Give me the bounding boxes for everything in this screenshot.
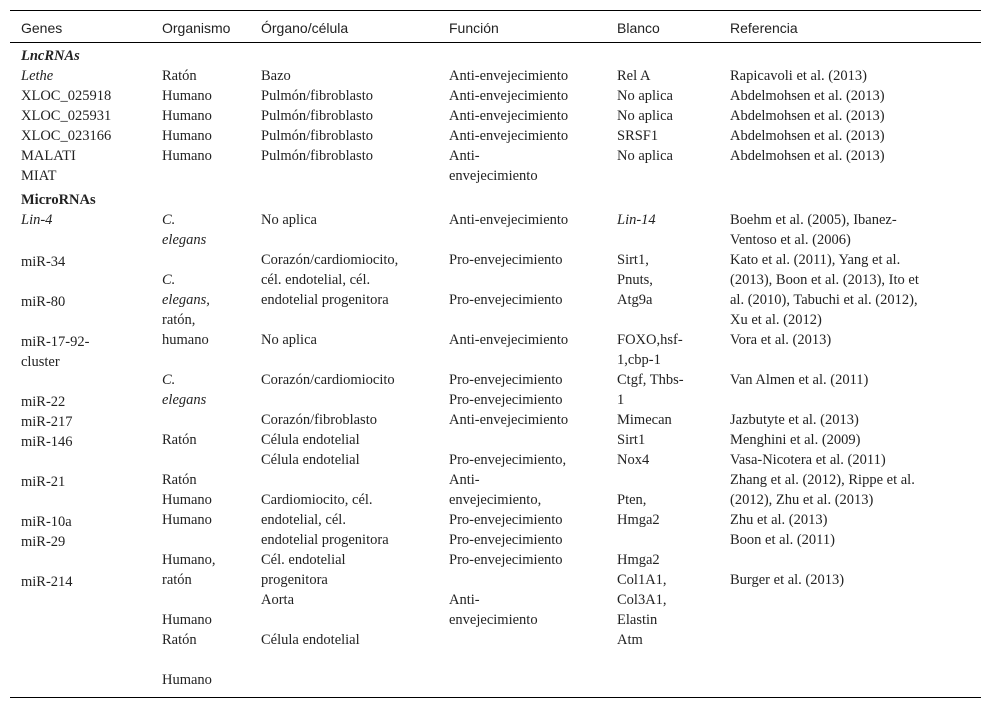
organism-cell: elegans <box>162 232 207 248</box>
target-cell: 1 <box>617 392 625 408</box>
reference-cell: Kato et al. (2011), Yang et al. <box>730 252 901 268</box>
header-function: Función <box>449 20 499 36</box>
function-cell: Pro-envejecimiento, <box>449 452 567 468</box>
reference-cell: Abdelmohsen et al. (2013) <box>730 108 885 124</box>
target-cell: Hmga2 <box>617 552 660 568</box>
function-cell: envejecimiento, <box>449 492 542 508</box>
target-cell: FOXO,hsf- <box>617 332 683 348</box>
gene-cell: miR-34 <box>21 254 66 270</box>
reference-cell: Boehm et al. (2005), Ibanez- <box>730 212 897 228</box>
organ-cell: Célula endotelial <box>261 432 360 448</box>
reference-cell: Boon et al. (2011) <box>730 532 835 548</box>
organ-cell: No aplica <box>261 212 317 228</box>
organism-cell: Humano <box>162 612 212 628</box>
header-genes: Genes <box>21 20 63 36</box>
target-cell: Sirt1, <box>617 252 649 268</box>
gene-cell: miR-17-92- <box>21 334 90 350</box>
target-cell: Hmga2 <box>617 512 660 528</box>
organism-cell: Humano <box>162 148 212 164</box>
target-cell: Col1A1, <box>617 572 667 588</box>
organ-cell: Pulmón/fibroblasto <box>261 148 373 164</box>
target-cell: Elastin <box>617 612 658 628</box>
organ-cell: endotelial progenitora <box>261 532 389 548</box>
target-cell: Nox4 <box>617 452 650 468</box>
function-cell: Pro-envejecimiento <box>449 552 563 568</box>
target-cell: Ctgf, Thbs- <box>617 372 684 388</box>
function-cell: Pro-envejecimiento <box>449 392 563 408</box>
target-cell: Atg9a <box>617 292 653 308</box>
gene-cell: miR-10a <box>21 514 72 530</box>
header-organ: Órgano/célula <box>261 20 349 36</box>
gene-cell: miR-21 <box>21 474 66 490</box>
reference-cell: Zhang et al. (2012), Rippe et al. <box>730 472 915 488</box>
target-cell: Rel A <box>617 68 651 84</box>
organism-cell: Humano <box>162 672 212 688</box>
gene-cell: XLOC_025918 <box>21 88 112 104</box>
gene-cell: Lethe <box>21 68 54 84</box>
reference-cell: (2013), Boon et al. (2013), Ito et <box>730 272 919 288</box>
gene-cell: XLOC_023166 <box>21 128 112 144</box>
function-cell: Anti-envejecimiento <box>449 108 569 124</box>
reference-cell: Abdelmohsen et al. (2013) <box>730 148 885 164</box>
gene-cell: miR-22 <box>21 394 66 410</box>
reference-cell: al. (2010), Tabuchi et al. (2012), <box>730 292 918 308</box>
function-cell: Anti-envejecimiento <box>449 68 569 84</box>
function-cell: Pro-envejecimiento <box>449 512 563 528</box>
gene-cell: XLOC_025931 <box>21 108 112 124</box>
organism-cell: ratón <box>162 572 192 588</box>
organ-cell: Cardiomiocito, cél. <box>261 492 373 508</box>
organism-cell: Humano <box>162 108 212 124</box>
function-cell: Pro-envejecimiento <box>449 252 563 268</box>
organism-cell: elegans, <box>162 292 210 308</box>
organism-cell: Ratón <box>162 432 197 448</box>
organism-cell: C. <box>162 212 176 228</box>
function-cell: envejecimiento <box>449 168 538 184</box>
section-micrornas: MicroRNAs <box>21 192 96 208</box>
organism-cell: ratón, <box>162 312 196 328</box>
organism-cell: Ratón <box>162 68 197 84</box>
reference-cell: Vasa-Nicotera et al. (2011) <box>730 452 886 468</box>
organism-cell: C. <box>162 372 176 388</box>
organ-cell: Pulmón/fibroblasto <box>261 128 373 144</box>
function-cell: Anti- <box>449 592 480 608</box>
organism-cell: Humano <box>162 128 212 144</box>
organ-cell: Célula endotelial <box>261 452 360 468</box>
reference-cell: Vora et al. (2013) <box>730 332 832 348</box>
organism-cell: elegans <box>162 392 207 408</box>
target-cell: Pten, <box>617 492 647 508</box>
gene-cell: miR-217 <box>21 414 73 430</box>
gene-cell: cluster <box>21 354 60 370</box>
section-lncrnas: LncRNAs <box>21 48 80 64</box>
gene-cell: miR-80 <box>21 294 66 310</box>
function-cell: Pro-envejecimiento <box>449 372 563 388</box>
target-cell: No aplica <box>617 148 673 164</box>
reference-cell: Rapicavoli et al. (2013) <box>730 68 867 84</box>
organ-cell: endotelial, cél. <box>261 512 346 528</box>
organism-cell: Ratón <box>162 472 197 488</box>
reference-cell: Xu et al. (2012) <box>730 312 822 328</box>
reference-cell: Abdelmohsen et al. (2013) <box>730 128 885 144</box>
organ-cell: progenitora <box>261 572 328 588</box>
function-cell: Anti-envejecimiento <box>449 88 569 104</box>
organism-cell: Humano <box>162 512 212 528</box>
reference-cell: Van Almen et al. (2011) <box>730 372 869 388</box>
organism-cell: humano <box>162 332 209 348</box>
function-cell: Anti-envejecimiento <box>449 332 569 348</box>
organ-cell: Célula endotelial <box>261 632 360 648</box>
function-cell: Anti-envejecimiento <box>449 128 569 144</box>
organ-cell: No aplica <box>261 332 317 348</box>
function-cell: Pro-envejecimiento <box>449 292 563 308</box>
function-cell: Anti- <box>449 472 480 488</box>
function-cell: Anti-envejecimiento <box>449 412 569 428</box>
reference-cell: Abdelmohsen et al. (2013) <box>730 88 885 104</box>
organism-cell: Humano <box>162 88 212 104</box>
gene-cell: Lin-4 <box>21 212 53 228</box>
gene-cell: MALATI <box>21 148 76 164</box>
target-cell: Atm <box>617 632 643 648</box>
reference-cell: (2012), Zhu et al. (2013) <box>730 492 874 508</box>
target-cell: SRSF1 <box>617 128 659 144</box>
gene-cell: miR-29 <box>21 534 66 550</box>
organism-cell: Ratón <box>162 632 197 648</box>
reference-cell: Jazbutyte et al. (2013) <box>730 412 859 428</box>
function-cell: Pro-envejecimiento <box>449 532 563 548</box>
target-cell: Sirt1 <box>617 432 646 448</box>
gene-cell: MIAT <box>21 168 57 184</box>
organ-cell: Pulmón/fibroblasto <box>261 108 373 124</box>
organism-cell: Humano, <box>162 552 216 568</box>
target-cell: Col3A1, <box>617 592 667 608</box>
target-cell: No aplica <box>617 108 673 124</box>
header-organism: Organismo <box>162 20 231 36</box>
target-cell: Pnuts, <box>617 272 653 288</box>
organ-cell: Corazón/cardiomiocito, <box>261 252 399 268</box>
organ-cell: Cél. endotelial <box>261 552 346 568</box>
organ-cell: Pulmón/fibroblasto <box>261 88 373 104</box>
target-cell: Mimecan <box>617 412 672 428</box>
reference-cell: Ventoso et al. (2006) <box>730 232 851 248</box>
organ-cell: Corazón/fibroblasto <box>261 412 377 428</box>
target-cell: Lin-14 <box>617 212 656 228</box>
target-cell: No aplica <box>617 88 673 104</box>
gene-cell: miR-146 <box>21 434 73 450</box>
organ-cell: Aorta <box>261 592 295 608</box>
organism-cell: Humano <box>162 492 212 508</box>
header-divider <box>10 42 981 43</box>
header-reference: Referencia <box>730 20 798 36</box>
organ-cell: Corazón/cardiomiocito <box>261 372 395 388</box>
function-cell: Anti- <box>449 148 480 164</box>
reference-cell: Burger et al. (2013) <box>730 572 845 588</box>
reference-cell: Menghini et al. (2009) <box>730 432 861 448</box>
organ-cell: endotelial progenitora <box>261 292 389 308</box>
reference-cell: Zhu et al. (2013) <box>730 512 828 528</box>
gene-cell: miR-214 <box>21 574 73 590</box>
function-cell: Anti-envejecimiento <box>449 212 569 228</box>
target-cell: 1,cbp-1 <box>617 352 661 368</box>
function-cell: envejecimiento <box>449 612 538 628</box>
organ-cell: cél. endotelial, cél. <box>261 272 371 288</box>
organ-cell: Bazo <box>261 68 291 84</box>
header-target: Blanco <box>617 20 660 36</box>
organism-cell: C. <box>162 272 176 288</box>
